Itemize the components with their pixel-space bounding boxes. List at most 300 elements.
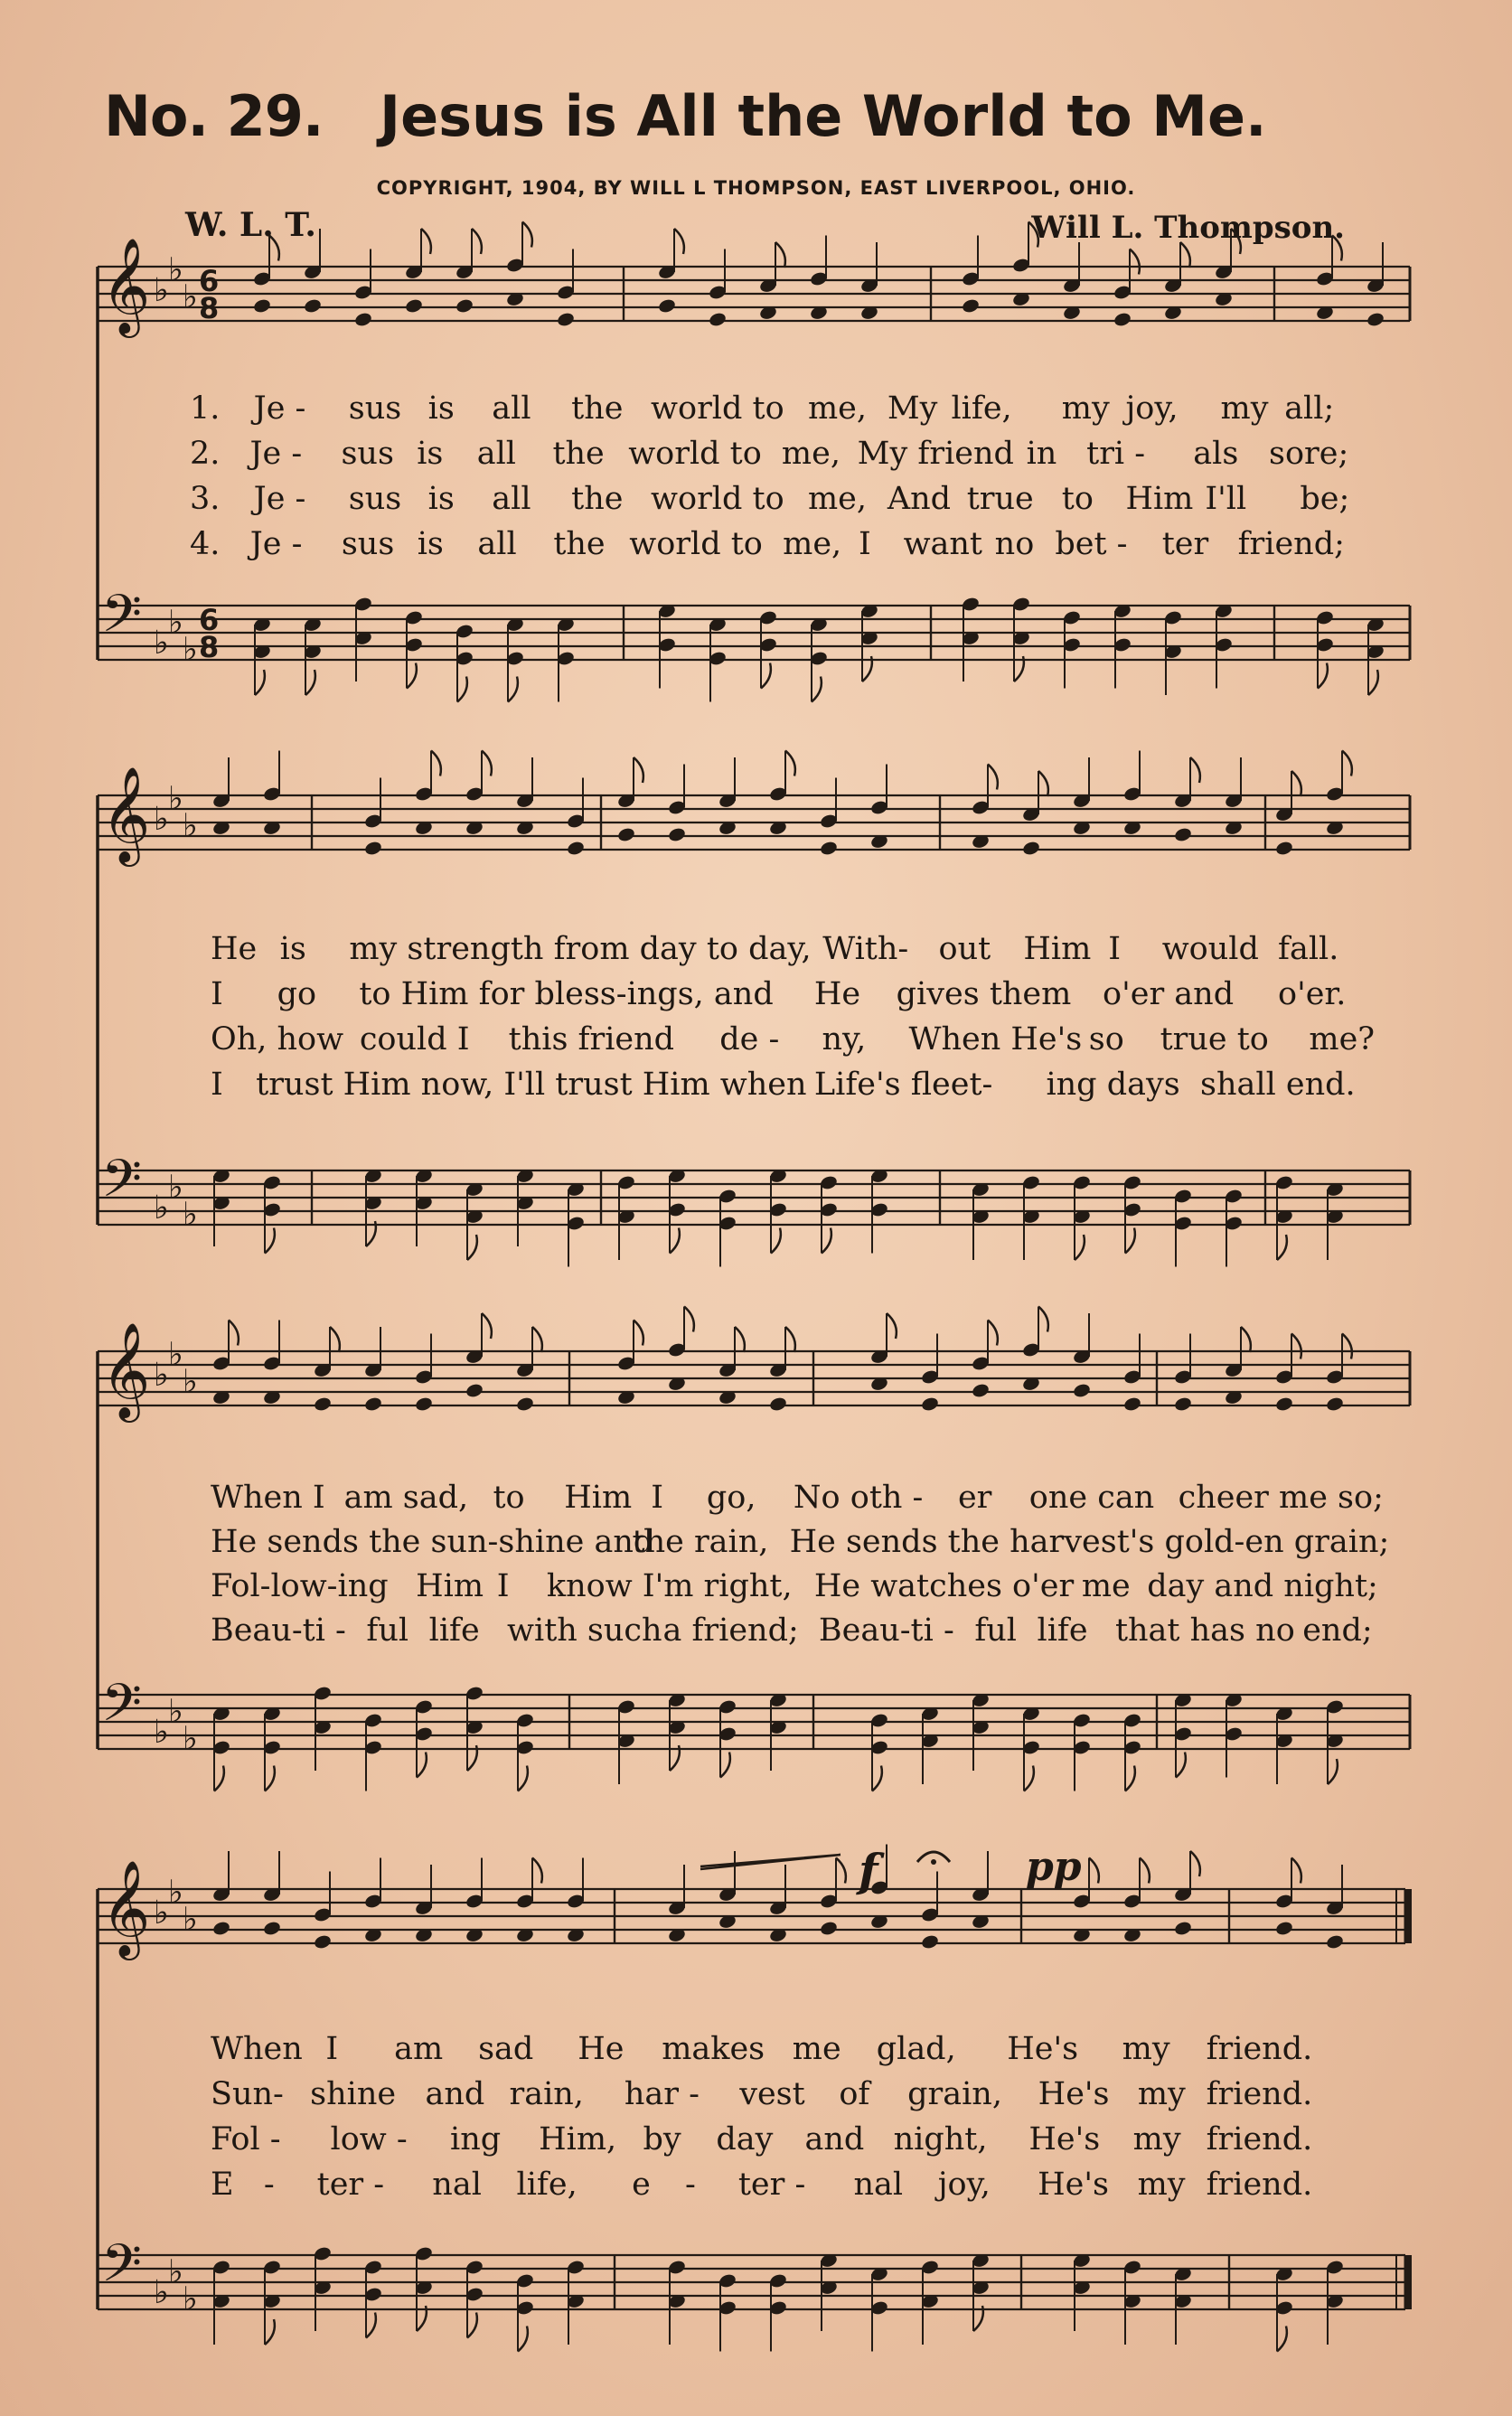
lyric-syllable: ing bbox=[450, 2121, 502, 2157]
lyric-syllable: Je - bbox=[253, 481, 306, 517]
note-head bbox=[1113, 311, 1132, 327]
key-flat: ♭ bbox=[183, 1901, 198, 1939]
key-flat: ♭ bbox=[183, 1363, 198, 1401]
note-flag bbox=[532, 1858, 542, 1884]
note-head bbox=[1173, 1396, 1192, 1412]
key-flat: ♭ bbox=[154, 625, 169, 662]
lyric-syllable: When bbox=[211, 2031, 303, 2067]
note-head bbox=[363, 840, 382, 856]
note-head bbox=[657, 297, 676, 314]
note-head bbox=[252, 297, 271, 314]
lyric-syllable: Fol - bbox=[211, 2121, 281, 2157]
note-flag bbox=[775, 242, 785, 268]
lyric-syllable: sad bbox=[478, 2031, 534, 2067]
note-flag bbox=[785, 1327, 795, 1352]
lyric-syllable: o'er and bbox=[1103, 976, 1235, 1012]
lyric-syllable: Him bbox=[564, 1480, 633, 1516]
key-flat: ♭ bbox=[154, 1894, 169, 1932]
lyric-syllable: low - bbox=[330, 2121, 408, 2157]
note-head bbox=[455, 297, 474, 314]
note-head bbox=[262, 1920, 281, 1936]
lyric-syllable: the bbox=[553, 526, 606, 562]
note-head bbox=[819, 840, 838, 856]
note-flag bbox=[720, 1753, 730, 1778]
lyric-syllable: har - bbox=[624, 2076, 700, 2112]
key-flat: ♭ bbox=[168, 780, 183, 818]
lyric-syllable: life bbox=[1037, 1612, 1088, 1649]
lyric-syllable: 2. bbox=[190, 436, 221, 472]
lyric-syllable: me bbox=[1081, 1568, 1131, 1604]
lyric-syllable: He sends the sun-shine and bbox=[211, 1524, 654, 1560]
note-flag bbox=[467, 1235, 477, 1260]
time-signature-top: 6 bbox=[199, 603, 220, 637]
note-head bbox=[515, 1396, 534, 1412]
lyric-syllable: Oh, how bbox=[211, 1021, 344, 1058]
bass-clef: 𝄢 bbox=[101, 583, 143, 657]
note-head bbox=[566, 840, 585, 856]
key-flat: ♭ bbox=[168, 251, 183, 289]
lyric-syllable: me, bbox=[807, 390, 867, 427]
note-flag bbox=[482, 1313, 492, 1339]
lyric-syllable: He's bbox=[1038, 2076, 1110, 2112]
lyric-syllable: a friend; bbox=[662, 1612, 799, 1649]
treble-clef: 𝄞 bbox=[101, 1859, 151, 1956]
lyric-syllable: world to bbox=[651, 481, 784, 517]
time-signature-bottom: 8 bbox=[199, 291, 220, 325]
key-flat: ♭ bbox=[154, 272, 169, 309]
lyric-syllable: all bbox=[476, 436, 516, 472]
time-signature-bottom: 8 bbox=[199, 630, 220, 664]
note-flag bbox=[508, 677, 518, 702]
lyric-syllable: is bbox=[427, 390, 455, 427]
note-head bbox=[404, 297, 423, 314]
note-flag bbox=[1291, 1858, 1301, 1884]
lyric-syllable: grain, bbox=[907, 2076, 1002, 2112]
lyric-syllable: no bbox=[994, 526, 1035, 562]
lyric-syllable: vest bbox=[739, 2076, 805, 2112]
lyric-syllable: friend. bbox=[1206, 2031, 1313, 2067]
lyric-syllable: go bbox=[277, 976, 317, 1012]
lyric-syllable: I bbox=[859, 526, 871, 562]
note-flag bbox=[457, 677, 467, 702]
lyric-syllable: ful bbox=[366, 1612, 409, 1649]
lyric-syllable: Him bbox=[1023, 931, 1092, 967]
note-flag bbox=[812, 677, 822, 702]
note-head bbox=[1274, 840, 1293, 856]
lyric-syllable: I bbox=[325, 2031, 339, 2067]
lyric-syllable: life, bbox=[951, 390, 1012, 427]
note-flag bbox=[785, 751, 795, 776]
lyric-syllable: sus bbox=[341, 436, 394, 472]
lyric-syllable: makes bbox=[662, 2031, 765, 2067]
lyric-syllable: world to bbox=[628, 436, 762, 472]
lyric-syllable: When I bbox=[211, 1480, 325, 1516]
fermata-dot bbox=[931, 1859, 936, 1865]
lyric-syllable: nal bbox=[432, 2167, 482, 2203]
lyric-syllable: all bbox=[477, 526, 517, 562]
lyric-syllable: ing days bbox=[1046, 1067, 1180, 1103]
key-flat: ♭ bbox=[154, 1189, 169, 1227]
lyric-syllable: could I bbox=[359, 1021, 470, 1058]
lyric-syllable: is bbox=[427, 481, 455, 517]
note-flag bbox=[1075, 1235, 1085, 1260]
note-head bbox=[819, 1920, 838, 1936]
lyric-syllable: me? bbox=[1309, 1021, 1376, 1058]
note-flag bbox=[735, 1327, 745, 1352]
note-flag bbox=[522, 222, 532, 248]
lyric-syllable: to bbox=[1061, 481, 1094, 517]
lyric-syllable: in bbox=[1026, 436, 1057, 472]
lyric-syllable: world to bbox=[629, 526, 763, 562]
lyric-syllable: sus bbox=[348, 390, 402, 427]
lyric-syllable: And bbox=[887, 481, 952, 517]
key-flat: ♭ bbox=[168, 1693, 183, 1731]
key-flat: ♭ bbox=[168, 2253, 183, 2291]
lyric-syllable: all bbox=[492, 390, 531, 427]
lyric-syllable: Him bbox=[416, 1568, 484, 1604]
note-head bbox=[616, 826, 635, 842]
lyric-syllable: trust Him now, I'll trust Him when bbox=[256, 1067, 807, 1103]
lyric-syllable: friend. bbox=[1206, 2121, 1313, 2157]
note-head bbox=[1325, 1933, 1344, 1950]
composer-name: Will L. Thompson. bbox=[1031, 210, 1345, 246]
lyric-syllable: out bbox=[938, 931, 991, 967]
lyric-syllable: joy, bbox=[1125, 390, 1179, 427]
note-flag bbox=[467, 2313, 477, 2338]
note-head bbox=[1173, 1920, 1192, 1936]
note-flag bbox=[1176, 1753, 1186, 1778]
note-head bbox=[1173, 826, 1192, 842]
lyric-syllable: Him bbox=[1125, 481, 1194, 517]
note-flag bbox=[305, 670, 315, 695]
dynamic-forte: f bbox=[859, 1844, 878, 1897]
lyric-syllable: ter - bbox=[737, 2167, 806, 2203]
note-flag bbox=[214, 1766, 224, 1791]
lyric-syllable: e bbox=[632, 2167, 651, 2203]
lyric-syllable: my bbox=[1061, 390, 1110, 427]
note-head bbox=[465, 1382, 484, 1398]
lyric-syllable: my bbox=[1137, 2076, 1186, 2112]
lyric-syllable: ter bbox=[1161, 526, 1209, 562]
lyric-syllable: He's bbox=[1007, 2031, 1079, 2067]
lyric-syllable: Life's fleet- bbox=[813, 1067, 993, 1103]
note-flag bbox=[674, 229, 684, 254]
lyric-syllable: - bbox=[685, 2167, 696, 2203]
note-flag bbox=[684, 1307, 694, 1332]
treble-clef: 𝄞 bbox=[101, 1321, 151, 1418]
lyric-syllable: by bbox=[643, 2121, 681, 2157]
note-head bbox=[971, 1382, 990, 1398]
lyric-syllable: one can bbox=[1028, 1480, 1155, 1516]
note-head bbox=[920, 1396, 939, 1412]
lyric-syllable: joy, bbox=[937, 2167, 991, 2203]
lyric-syllable: my bbox=[1122, 2031, 1170, 2067]
key-flat: ♭ bbox=[168, 604, 183, 642]
note-flag bbox=[1241, 1327, 1251, 1352]
note-head bbox=[1325, 1396, 1344, 1412]
note-head bbox=[920, 1933, 939, 1950]
note-flag bbox=[482, 751, 492, 776]
lyric-syllable: He's bbox=[1038, 2167, 1109, 2203]
lyric-syllable: the bbox=[571, 390, 624, 427]
note-flag bbox=[330, 1327, 340, 1352]
crescendo-hairpin bbox=[700, 1855, 841, 1869]
treble-clef: 𝄞 bbox=[101, 766, 151, 862]
lyric-syllable: end; bbox=[1302, 1612, 1373, 1649]
lyric-syllable: 1. bbox=[190, 390, 221, 427]
key-flat: ♭ bbox=[168, 1874, 183, 1912]
note-head bbox=[1072, 1382, 1091, 1398]
lyric-syllable: nal bbox=[853, 2167, 904, 2203]
note-flag bbox=[670, 1228, 680, 1254]
lyric-syllable: Je - bbox=[249, 526, 303, 562]
note-head bbox=[556, 311, 575, 327]
note-head bbox=[1366, 311, 1385, 327]
note-head bbox=[303, 297, 322, 314]
lyric-syllable: with such bbox=[507, 1612, 662, 1649]
lyric-syllable: cheer me so; bbox=[1178, 1480, 1384, 1516]
note-flag bbox=[1368, 670, 1378, 695]
lyric-syllable: the rain, bbox=[632, 1524, 769, 1560]
lyric-syllable: so bbox=[1088, 1021, 1124, 1058]
note-flag bbox=[366, 2313, 376, 2338]
note-flag bbox=[1140, 1858, 1150, 1884]
lyric-syllable: Fol-low-ing bbox=[211, 1568, 389, 1604]
lyric-syllable: When He's bbox=[908, 1021, 1083, 1058]
note-flag bbox=[407, 663, 417, 689]
note-flag bbox=[1231, 229, 1241, 254]
lyric-syllable: am sad, bbox=[343, 1480, 469, 1516]
key-flat: ♭ bbox=[154, 801, 169, 838]
note-flag bbox=[1180, 242, 1190, 268]
lyric-syllable: the bbox=[571, 481, 624, 517]
bass-clef: 𝄢 bbox=[101, 1148, 143, 1222]
lyric-syllable: know I'm right, bbox=[546, 1568, 793, 1604]
note-head bbox=[708, 311, 727, 327]
lyric-syllable: o'er. bbox=[1278, 976, 1347, 1012]
lyricist-initials: W. L. T. bbox=[185, 206, 316, 244]
lyric-syllable: to bbox=[493, 1480, 525, 1516]
lyric-syllable: and bbox=[804, 2121, 865, 2157]
lyric-syllable: er bbox=[957, 1480, 992, 1516]
lyric-syllable: My bbox=[887, 390, 938, 427]
note-flag bbox=[1332, 236, 1342, 261]
note-flag bbox=[1038, 1307, 1048, 1332]
note-flag bbox=[431, 751, 441, 776]
lyric-syllable: true to bbox=[1160, 1021, 1269, 1058]
lyric-syllable: 4. bbox=[190, 526, 221, 562]
lyric-syllable: sore; bbox=[1269, 436, 1349, 472]
key-flat: ♭ bbox=[154, 2274, 169, 2311]
lyric-syllable: glad, bbox=[876, 2031, 956, 2067]
copyright-notice: COPYRIGHT, 1904, BY WILL L THOMPSON, EAST LIVERPOOL, OHIO. bbox=[376, 177, 1136, 199]
key-flat: ♭ bbox=[183, 278, 198, 316]
note-flag bbox=[822, 1228, 831, 1254]
note-flag bbox=[229, 1321, 239, 1346]
lyric-syllable: all; bbox=[1284, 390, 1335, 427]
note-flag bbox=[872, 1766, 882, 1791]
lyric-syllable: is bbox=[417, 436, 444, 472]
lyric-syllable: shall end. bbox=[1200, 1067, 1356, 1103]
lyric-syllable: my bbox=[1132, 2121, 1181, 2157]
note-head bbox=[768, 1396, 787, 1412]
key-flat: ♭ bbox=[154, 1714, 169, 1751]
key-flat: ♭ bbox=[168, 1169, 183, 1207]
lyric-syllable: friend; bbox=[1237, 526, 1345, 562]
note-flag bbox=[761, 663, 771, 689]
dynamic-pianissimo: pp bbox=[1026, 1844, 1082, 1890]
note-flag bbox=[1125, 1766, 1135, 1791]
lyric-syllable: my strength from day to day, bbox=[349, 931, 812, 967]
note-flag bbox=[634, 1321, 643, 1346]
note-flag bbox=[988, 1321, 998, 1346]
lyric-syllable: Je - bbox=[253, 390, 306, 427]
lyric-syllable: He bbox=[813, 976, 861, 1012]
note-flag bbox=[1125, 1228, 1135, 1254]
treble-clef: 𝄞 bbox=[101, 237, 151, 334]
lyric-syllable: als bbox=[1193, 436, 1239, 472]
lyric-syllable: shine bbox=[310, 2076, 397, 2112]
note-flag bbox=[887, 1313, 897, 1339]
key-flat: ♭ bbox=[183, 1720, 198, 1758]
lyric-syllable: is bbox=[417, 526, 444, 562]
lyric-syllable: the bbox=[552, 436, 605, 472]
note-head bbox=[414, 1396, 433, 1412]
note-flag bbox=[1328, 1759, 1338, 1784]
note-flag bbox=[1342, 751, 1352, 776]
lyric-syllable: want bbox=[903, 526, 982, 562]
note-head bbox=[313, 1933, 332, 1950]
note-head bbox=[961, 297, 980, 314]
lyric-syllable: of bbox=[839, 2076, 870, 2112]
lyric-syllable: sus bbox=[348, 481, 402, 517]
lyric-syllable: My friend bbox=[857, 436, 1014, 472]
note-head bbox=[353, 311, 372, 327]
lyric-syllable: sus bbox=[341, 526, 395, 562]
lyric-syllable: and bbox=[425, 2076, 485, 2112]
lyric-syllable: that has bbox=[1114, 1612, 1245, 1649]
lyric-syllable: He bbox=[578, 2031, 625, 2067]
lyric-syllable: friend. bbox=[1206, 2167, 1313, 2203]
note-flag bbox=[1089, 1858, 1099, 1884]
note-flag bbox=[1318, 663, 1328, 689]
lyric-syllable: Sun- bbox=[211, 2076, 284, 2112]
lyric-syllable: be; bbox=[1300, 481, 1350, 517]
lyric-syllable: Je - bbox=[249, 436, 303, 472]
lyric-syllable: day and night; bbox=[1147, 1568, 1378, 1604]
lyric-syllable: Beau-ti - bbox=[211, 1612, 346, 1649]
note-flag bbox=[1038, 771, 1048, 796]
note-flag bbox=[1291, 771, 1301, 796]
lyric-syllable: Him, bbox=[539, 2121, 617, 2157]
lyric-syllable: I bbox=[496, 1568, 510, 1604]
bass-clef: 𝄢 bbox=[101, 2233, 143, 2307]
lyric-syllable: I bbox=[651, 1480, 664, 1516]
lyric-syllable: Beau-ti - bbox=[818, 1612, 954, 1649]
note-flag bbox=[836, 1858, 846, 1884]
key-flat: ♭ bbox=[183, 807, 198, 845]
lyric-syllable: He sends the harvest's gold-en grain; bbox=[789, 1524, 1390, 1560]
note-flag bbox=[417, 1753, 427, 1778]
note-flag bbox=[1190, 757, 1200, 783]
lyric-syllable: is bbox=[279, 931, 306, 967]
lyric-syllable: would bbox=[1161, 931, 1259, 967]
note-flag bbox=[421, 229, 431, 254]
lyric-syllable: - bbox=[263, 2167, 275, 2203]
note-flag bbox=[634, 757, 643, 783]
lyric-syllable: fall. bbox=[1278, 931, 1339, 967]
note-flag bbox=[472, 229, 482, 254]
note-flag bbox=[1277, 2327, 1287, 2352]
lyric-syllable: With- bbox=[822, 931, 909, 967]
lyric-syllable: friend. bbox=[1206, 2076, 1313, 2112]
lyric-syllable: gives them bbox=[896, 976, 1072, 1012]
note-head bbox=[363, 1396, 382, 1412]
lyric-syllable: bet - bbox=[1055, 526, 1128, 562]
note-head bbox=[211, 1920, 230, 1936]
lyric-syllable: my bbox=[1220, 390, 1269, 427]
key-flat: ♭ bbox=[183, 631, 198, 669]
lyric-syllable: I'll bbox=[1205, 481, 1247, 517]
note-head bbox=[313, 1396, 332, 1412]
lyric-syllable: He watches o'er bbox=[813, 1568, 1075, 1604]
time-signature-top: 6 bbox=[199, 264, 220, 298]
lyric-syllable: all bbox=[492, 481, 531, 517]
note-flag bbox=[1028, 222, 1038, 248]
note-head bbox=[667, 826, 686, 842]
lyric-syllable: me, bbox=[783, 526, 842, 562]
lyric-syllable: I bbox=[211, 1067, 223, 1103]
lyric-syllable: to Him for bless-ings, and bbox=[359, 976, 774, 1012]
note-head bbox=[1122, 1396, 1141, 1412]
lyric-syllable: ful bbox=[974, 1612, 1018, 1649]
lyric-syllable: No oth - bbox=[793, 1480, 924, 1516]
note-flag bbox=[1024, 1766, 1034, 1791]
note-flag bbox=[269, 236, 279, 261]
key-flat: ♭ bbox=[154, 1357, 169, 1394]
lyric-syllable: rain, bbox=[509, 2076, 584, 2112]
hymn-number: No. 29. bbox=[104, 83, 324, 149]
lyric-syllable: I bbox=[1108, 931, 1122, 967]
note-flag bbox=[1130, 249, 1140, 275]
note-flag bbox=[265, 2319, 275, 2345]
lyric-syllable: E bbox=[211, 2167, 234, 2203]
note-flag bbox=[988, 765, 998, 790]
note-head bbox=[1274, 1920, 1293, 1936]
note-flag bbox=[1190, 1851, 1200, 1876]
lyric-syllable: ter - bbox=[316, 2167, 385, 2203]
note-flag bbox=[771, 1228, 781, 1254]
note-flag bbox=[1342, 1334, 1352, 1359]
note-head bbox=[1021, 840, 1040, 856]
note-flag bbox=[532, 1327, 542, 1352]
lyric-syllable: He bbox=[211, 931, 258, 967]
lyric-syllable: night, bbox=[893, 2121, 988, 2157]
lyric-syllable: world to bbox=[651, 390, 784, 427]
lyric-syllable: 3. bbox=[190, 481, 221, 517]
note-flag bbox=[265, 1228, 275, 1254]
key-flat: ♭ bbox=[183, 2280, 198, 2318]
lyric-syllable: day bbox=[716, 2121, 774, 2157]
note-flag bbox=[518, 1766, 528, 1791]
lyric-syllable: no bbox=[1255, 1612, 1295, 1649]
note-flag bbox=[1277, 1235, 1287, 1260]
note-flag bbox=[255, 670, 265, 695]
lyric-syllable: am bbox=[394, 2031, 444, 2067]
key-flat: ♭ bbox=[183, 1196, 198, 1234]
lyric-syllable: life, bbox=[516, 2167, 578, 2203]
note-flag bbox=[265, 1766, 275, 1791]
